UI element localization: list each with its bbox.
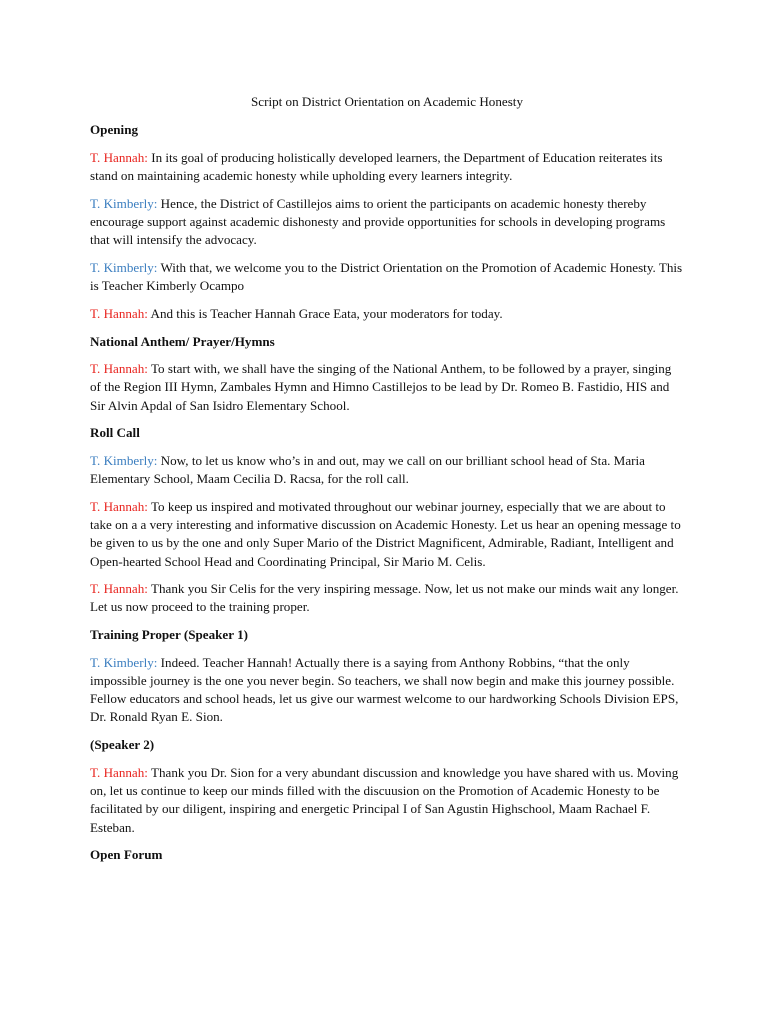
speaker-label: T. Hannah: — [90, 581, 148, 597]
dialogue-paragraph — [90, 452, 684, 488]
dialogue-text: And this is Teacher Hannah Grace Eata, your moderators for today. — [147, 305, 503, 321]
dialogue-paragraph — [90, 195, 684, 250]
section-heading: Roll Call — [90, 425, 140, 441]
section-heading: National Anthem/ Prayer/Hymns — [90, 333, 275, 349]
dialogue-text: With that, we welcome you to the District Orientation on the Promotion of Academic Honesty. This is Teacher Kimberly Ocampo — [90, 259, 683, 294]
dialogue-paragraph — [90, 259, 684, 295]
speaker-label: T. Kimberly: — [90, 453, 158, 469]
dialogue-paragraph — [90, 305, 684, 323]
dialogue-paragraph — [90, 580, 684, 616]
dialogue-text: In its goal of producing holistically developed learners, the Department of Education reiterates its stand on maintaining academic honesty while upholding every learners integrity. — [90, 149, 663, 184]
dialogue-paragraph — [90, 149, 684, 185]
dialogue-paragraph — [90, 360, 684, 415]
dialogue-paragraph — [90, 764, 684, 837]
speaker-label: T. Hannah: — [90, 361, 148, 377]
speaker-label: T. Hannah: — [90, 498, 148, 514]
dialogue-text: Thank you Sir Celis for the very inspiring message. Now, let us not make our minds wait any longer. Let us now proceed to the training proper. — [90, 581, 679, 615]
dialogue-paragraph — [90, 654, 684, 727]
speaker-label: T. Hannah: — [90, 305, 148, 321]
dialogue-text: To start with, we shall have the singing of the National Anthem, to be followed by a prayer, singing of the Region III Hymn, Zambales Hymn and Himno Castillejos to be lead by Dr. Romeo B. Fastidio, HIS and Sir Alvin Apdal of San Isidro Elementary School. — [90, 361, 672, 413]
dialogue-text: To keep us inspired and motivated throughout our webinar journey, especially that we are about to take on a a very interesting and informative discussion on Academic Honesty. Let us hear an opening message to be given to us by the one and only Super Mario of the District Magnificent, Admirable, Radiant, Intelligent and Open-hearted School Head and Coordinating Principal, Sir Mario M. Celis. — [90, 498, 681, 569]
section-heading: Training Proper (Speaker 1) — [90, 627, 248, 643]
dialogue-text: Thank you Dr. Sion for a very abundant discussion and knowledge you have shared with us. Moving on, let us continue to keep our minds filled with the discuusion on the Promotion of Academic Honesty to be facilitated by our diligent, inspiring and energetic Principal I of San Agustin Highschool, Maam Rachael F. Esteban. — [90, 764, 679, 835]
dialogue-text: Hence, the District of Castillejos aims to orient the participants on academic honesty thereby encourage support against academic dishonesty and provide opportunities for schools in developing programs that will intensify the advocacy. — [90, 195, 666, 248]
speaker-label: T. Hannah: — [90, 764, 148, 780]
speaker-label: T. Kimberly: — [90, 654, 158, 670]
dialogue-text: Now, to let us know who’s in and out, may we call on our brilliant school head of Sta. Maria Elementary School, Maam Cecilia D. Racsa, for the roll call. — [90, 453, 645, 487]
document-title: Script on District Orientation on Academic Honesty — [250, 94, 523, 109]
section-heading: Opening — [90, 122, 139, 138]
document-body — [90, 121, 684, 864]
section-heading: (Speaker 2) — [90, 737, 155, 753]
speaker-label: T. Kimberly: — [90, 259, 158, 275]
dialogue-paragraph — [90, 498, 684, 571]
section-heading: Open Forum — [90, 847, 163, 863]
speaker-label: T. Kimberly: — [90, 195, 158, 211]
speaker-label: T. Hannah: — [90, 149, 148, 165]
dialogue-text: Indeed. Teacher Hannah! Actually there is a saying from Anthony Robbins, “that the only impossible journey is the one you never begin. So teachers, we shall now begin and make this journey possible. Fellow educators and school heads, let us give our warmest welcome to our hardworking Schools Division EPS, Dr. Ronald Ryan E. Sion. — [90, 654, 679, 725]
